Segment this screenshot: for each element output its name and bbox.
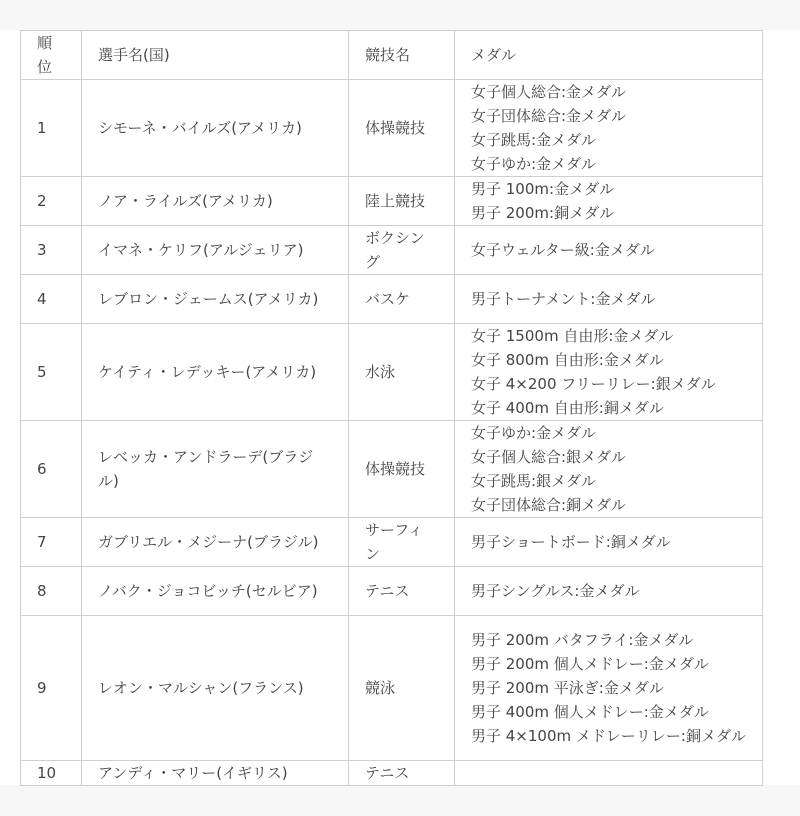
medal-item: 女子跳馬:金メダル xyxy=(471,131,597,149)
table-row xyxy=(21,421,763,518)
medal-item: 男子 4×100m メドレーリレー:銅メダル xyxy=(471,727,746,745)
sport-cell: 競泳 xyxy=(349,616,455,761)
table-row xyxy=(21,177,763,226)
medal-item: 女子 1500m 自由形:金メダル xyxy=(471,327,674,345)
medals-cell xyxy=(455,80,763,177)
medals-cell xyxy=(455,421,763,518)
athlete-cell: ノバク・ジョコビッチ(セルビア) xyxy=(82,567,349,616)
medal-item: 女子ゆか:金メダル xyxy=(471,155,597,173)
medal-item: 男子 400m 個人メドレー:金メダル xyxy=(471,703,709,721)
header-rank: 順位 xyxy=(21,31,82,80)
athlete-cell: ケイティ・レデッキー(アメリカ) xyxy=(82,324,349,421)
rank-cell: 3 xyxy=(21,226,82,275)
medal-item: 女子個人総合:金メダル xyxy=(471,83,627,101)
table-row xyxy=(21,761,763,786)
medals-cell xyxy=(455,567,763,616)
athlete-cell: ノア・ライルズ(アメリカ) xyxy=(82,177,349,226)
table-body xyxy=(21,80,763,786)
medal-item: 男子 200m 個人メドレー:金メダル xyxy=(471,655,709,673)
medals-cell xyxy=(455,177,763,226)
medal-item: 女子団体総合:銅メダル xyxy=(471,496,627,514)
sport-cell: 水泳 xyxy=(349,324,455,421)
athlete-cell: アンディ・マリー(イギリス) xyxy=(82,761,349,786)
rank-cell: 7 xyxy=(21,518,82,567)
medal-item: 男子トーナメント:金メダル xyxy=(471,290,656,308)
sport-cell: サーフィン xyxy=(349,518,455,567)
medal-item: 女子跳馬:銀メダル xyxy=(471,472,597,490)
medal-item: 女子個人総合:銀メダル xyxy=(471,448,627,466)
medal-item: 女子ウェルター級:金メダル xyxy=(471,241,655,259)
sport-cell: バスケ xyxy=(349,275,455,324)
header-sport: 競技名 xyxy=(349,31,455,80)
rank-cell: 2 xyxy=(21,177,82,226)
medal-item: 女子団体総合:金メダル xyxy=(471,107,627,125)
medal-ranking-table xyxy=(20,30,763,786)
sport-cell: 陸上競技 xyxy=(349,177,455,226)
rank-cell: 5 xyxy=(21,324,82,421)
sport-cell: テニス xyxy=(349,761,455,786)
athlete-cell: シモーネ・バイルズ(アメリカ) xyxy=(82,80,349,177)
rank-cell: 9 xyxy=(21,616,82,761)
medals-cell xyxy=(455,761,763,786)
athlete-cell: ガブリエル・メジーナ(ブラジル) xyxy=(82,518,349,567)
table-row xyxy=(21,567,763,616)
medal-item: 男子 100m:金メダル xyxy=(471,180,615,198)
sport-cell: テニス xyxy=(349,567,455,616)
athlete-cell: レブロン・ジェームス(アメリカ) xyxy=(82,275,349,324)
header-athlete: 選手名(国) xyxy=(82,31,349,80)
page-content xyxy=(0,30,800,785)
rank-cell: 4 xyxy=(21,275,82,324)
table-row xyxy=(21,80,763,177)
header-medals: メダル xyxy=(455,31,763,80)
table-header-row xyxy=(21,31,763,80)
athlete-cell: レオン・マルシャン(フランス) xyxy=(82,616,349,761)
rank-cell: 1 xyxy=(21,80,82,177)
table-row xyxy=(21,275,763,324)
medal-item: 男子 200m 平泳ぎ:金メダル xyxy=(471,679,664,697)
medal-item: 男子ショートボード:銅メダル xyxy=(471,533,671,551)
medals-cell xyxy=(455,518,763,567)
rank-cell: 6 xyxy=(21,421,82,518)
athlete-cell: レベッカ・アンドラーデ(ブラジル) xyxy=(82,421,349,518)
table-row xyxy=(21,616,763,761)
medals-cell xyxy=(455,616,763,761)
medals-cell xyxy=(455,226,763,275)
table-row xyxy=(21,518,763,567)
medal-item: 男子 200m:銅メダル xyxy=(471,204,615,222)
athlete-cell: イマネ・ケリフ(アルジェリア) xyxy=(82,226,349,275)
sport-cell: 体操競技 xyxy=(349,80,455,177)
medal-item: 女子ゆか:金メダル xyxy=(471,424,597,442)
medal-item: 女子 4×200 フリーリレー:銀メダル xyxy=(471,375,716,393)
rank-cell: 8 xyxy=(21,567,82,616)
sport-cell: ボクシング xyxy=(349,226,455,275)
sport-cell: 体操競技 xyxy=(349,421,455,518)
medals-cell xyxy=(455,324,763,421)
medal-item: 男子シングルス:金メダル xyxy=(471,582,640,600)
table-row xyxy=(21,226,763,275)
rank-cell: 10 xyxy=(21,761,82,786)
medals-cell xyxy=(455,275,763,324)
table-row xyxy=(21,324,763,421)
medal-item: 男子 200m バタフライ:金メダル xyxy=(471,631,694,649)
medal-item: 女子 400m 自由形:銅メダル xyxy=(471,399,664,417)
medal-item: 女子 800m 自由形:金メダル xyxy=(471,351,664,369)
